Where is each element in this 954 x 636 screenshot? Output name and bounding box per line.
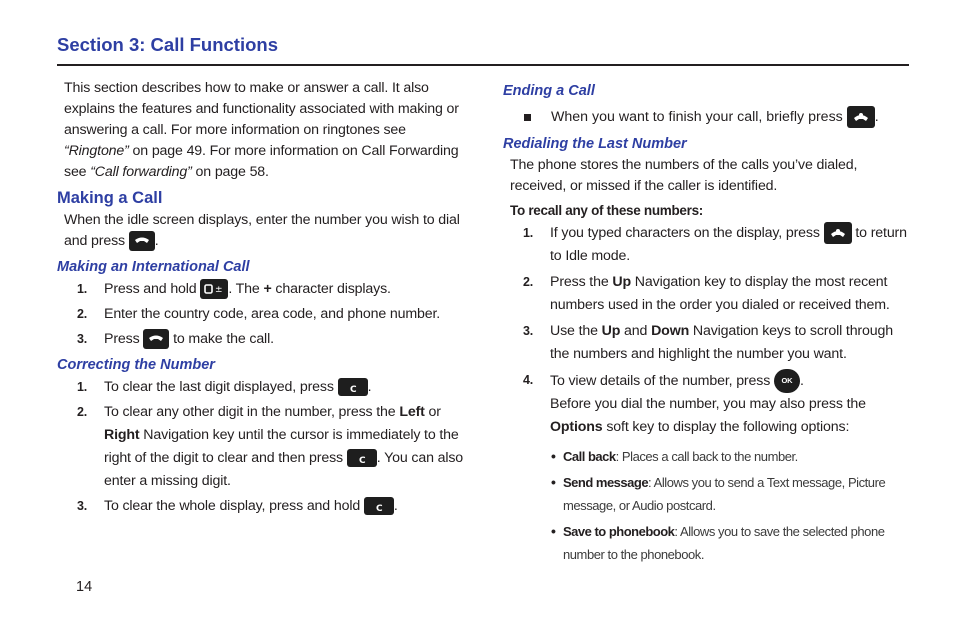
ending-call-bullet: When you want to finish your call, briefly press . xyxy=(503,106,913,129)
intro-text-1: This section describes how to make or answer a call. It also explains the features and functionality associated with making or answering a call. For more information on ringtones see xyxy=(64,80,459,138)
option-send-message: • Send message: Allows you to send a Text message, Picture message, or Audio postcard. xyxy=(551,474,886,513)
list-item: 2. To clear any other digit in the number, press the Left or Right Navigation key until the cursor is immediately to the right of the digit to clear and then press C . You can also enter a missing digit. xyxy=(77,404,464,489)
making-call-heading: Making a Call xyxy=(57,189,163,207)
redialing-heading: Redialing the Last Number xyxy=(503,136,687,152)
intro-text-3: on page 58. xyxy=(191,164,269,180)
end-key-icon xyxy=(847,106,875,128)
recall-subheading: To recall any of these numbers: xyxy=(510,203,704,218)
send-key-icon xyxy=(129,231,155,251)
international-call-steps xyxy=(57,278,469,351)
send-key-icon xyxy=(143,329,169,349)
international-call-heading: Making an International Call xyxy=(57,259,250,275)
clear-key-icon xyxy=(338,378,368,396)
making-call-paragraph: When the idle screen displays, enter the number you wish to dial and press . xyxy=(57,210,469,252)
svg-text:±: ± xyxy=(215,285,223,296)
option-save-to-phonebook: • Save to phonebook: Allows you to save the selected phone number to the phonebook. xyxy=(551,523,885,562)
intro-paragraph xyxy=(57,78,469,183)
list-item: 3. Use the Up and Down Navigation keys to scroll through the numbers and highlight the number you want. xyxy=(523,323,893,362)
list-item: 2. Press the Up Navigation key to display the most recent numbers used in the order you dialed or received them. xyxy=(523,274,890,313)
list-item: 1. Press and hold ± . The + character displays. xyxy=(57,278,469,301)
making-call-text: When the idle screen displays, enter the number you wish to dial and press xyxy=(64,212,460,249)
section-title: Section 3: Call Functions xyxy=(57,34,278,55)
svg-text:C: C xyxy=(358,456,366,467)
square-bullet xyxy=(524,114,531,121)
intro-text-2: on page 49. For more information on Call Forwarding see xyxy=(64,143,459,180)
clear-key-icon xyxy=(364,497,394,515)
correcting-number-steps xyxy=(57,376,469,518)
list-item: 2. Enter the country code, area code, and phone number. xyxy=(77,306,441,322)
svg-text:C: C xyxy=(349,385,357,396)
correcting-number-heading: Correcting the Number xyxy=(57,357,215,373)
list-item: 1. If you typed characters on the display, press to return to Idle mode. xyxy=(503,222,913,268)
zero-plus-key-icon xyxy=(200,279,228,299)
end-key-icon xyxy=(824,222,852,244)
redialing-steps xyxy=(503,222,913,439)
call-forwarding-reference: “Call forwarding” xyxy=(90,164,192,180)
ok-key-icon: OK xyxy=(774,369,800,393)
list-item: 1. To clear the last digit displayed, press C . xyxy=(77,379,372,396)
page-number: 14 xyxy=(76,579,93,595)
title-rule xyxy=(57,64,909,66)
options-list xyxy=(503,445,913,566)
option-call-back: • Call back: Places a call back to the number. xyxy=(551,448,798,464)
ringtone-reference: “Ringtone” xyxy=(64,143,129,159)
list-item: 3. Press to make the call. xyxy=(57,328,469,351)
right-column xyxy=(503,80,913,566)
redialing-paragraph: The phone stores the numbers of the calls you’ve dialed, received, or missed if the caller is identified. xyxy=(510,157,858,194)
svg-text:C: C xyxy=(375,504,383,515)
list-item: 3. To clear the whole display, press and hold C . xyxy=(77,498,398,515)
clear-key-icon xyxy=(347,449,377,467)
left-column xyxy=(57,78,469,518)
list-item: 4. To view details of the number, press OK . Before you dial the number, you may also press the Options soft key to display the following options: xyxy=(503,369,913,439)
ending-call-heading: Ending a Call xyxy=(503,83,595,99)
